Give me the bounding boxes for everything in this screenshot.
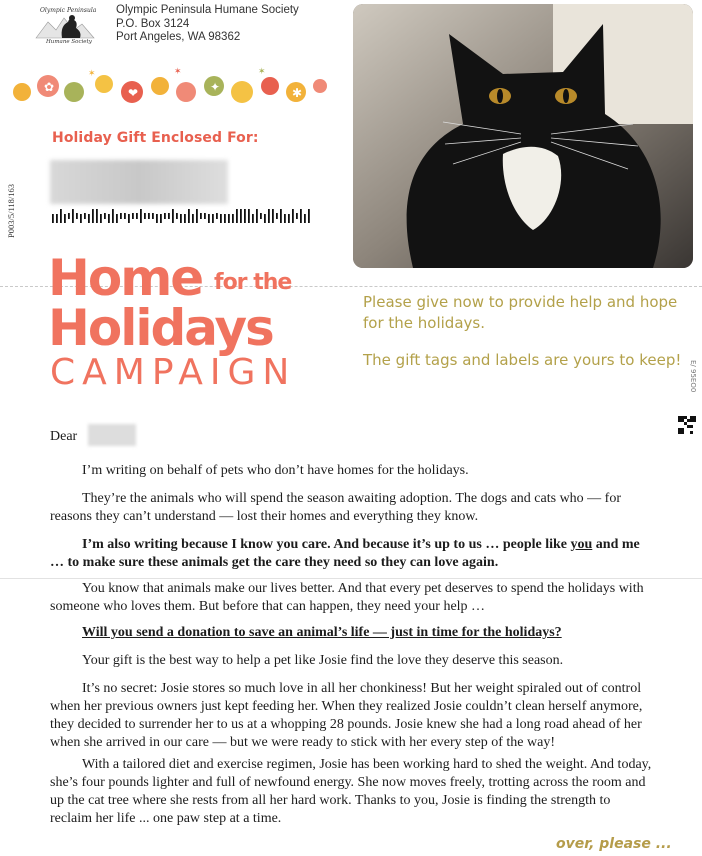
letter-paragraph-8: With a tailored diet and exercise regimen, Josie has been working hard to shed the weight. And today, she’s four pounds lighter and full of newfound energy. She now moves freely, trotting across the room and up the cat tree where she rests from all her hard work. Thanks to you, Josie is finding the strength to reclaim her life ... one paw step at a time. — [50, 757, 652, 826]
qr-code-icon — [678, 416, 696, 434]
org-logo — [28, 4, 110, 44]
svg-text:✦: ✦ — [210, 80, 221, 94]
cat-photo — [353, 4, 693, 268]
redacted-donor-name — [88, 424, 136, 446]
letter-paragraph-1: I’m writing on behalf of pets who don’t have homes for the holidays. — [82, 463, 469, 478]
campaign-title-home: Home — [48, 249, 203, 307]
svg-text:✿: ✿ — [44, 80, 55, 94]
gift-enclosed-label: Holiday Gift Enclosed For: — [52, 130, 259, 146]
letter-paragraph-2: They’re the animals who will spend the season awaiting adoption. The dogs and cats who — for reasons they can’t understand — lost their homes and everything they know. — [50, 491, 622, 524]
svg-text:✶: ✶ — [258, 67, 266, 77]
salutation: Dear — [50, 429, 78, 444]
side-code-right: E/ 95EO0 — [689, 360, 697, 393]
campaign-title-campaign: CAMPAIGN — [50, 352, 297, 393]
redacted-recipient — [50, 160, 228, 204]
postal-barcode — [52, 208, 314, 222]
logo-dog-cat-icon — [28, 4, 110, 44]
svg-text:❤: ❤ — [128, 86, 139, 100]
fold-line-2 — [0, 578, 702, 579]
ask-text-1: Please give now to provide help and hope for the holidays. — [363, 293, 678, 332]
donation-ask: Will you send a donation to save an animal’s life — just in time for the holidays? — [82, 625, 562, 640]
letter-paragraph-6: Your gift is the best way to help a pet like Josie find the love they deserve this season. — [82, 653, 564, 668]
letter-paragraph-7: It’s no secret: Josie stores so much love in all her chonkiness! But her weight spiraled out of control when her previous owners just kept feeding her. When they realized Josie couldn’t clean herself anymore, they decided to surrender her to us at a whopping 28 pounds. Josie knew she had a long road ahead of her when she arrived in our care — but we were ready to stick with her every step of the way! — [50, 681, 643, 750]
address-line-2: Port Angeles, WA 98362 — [116, 31, 241, 43]
org-name: Olympic Peninsula Humane Society — [116, 4, 299, 16]
svg-text:✱: ✱ — [292, 86, 303, 100]
svg-text:Humane Society: Humane Society — [46, 39, 92, 44]
svg-text:✶: ✶ — [88, 69, 96, 79]
letter-paragraph-3: I’m also writing because I know you care. And because it’s up to us … people like you and me … to make sure these animals get the care they need so they can love again. — [50, 537, 640, 570]
campaign-title-for-the: for the — [214, 270, 292, 295]
return-address — [116, 4, 299, 45]
mailing-code: P003/5/118/163 — [6, 184, 16, 238]
address-line-1: P.O. Box 3124 — [116, 17, 190, 30]
ornament-strip — [8, 62, 328, 112]
svg-text:✶: ✶ — [174, 67, 182, 77]
campaign-title-holidays: Holidays — [48, 299, 273, 357]
continue-note: over, please ... — [556, 836, 672, 852]
svg-text:Olympic Peninsula: Olympic Peninsula — [40, 7, 97, 14]
ask-text-2: The gift tags and labels are yours to keep! — [363, 351, 682, 369]
letter-paragraph-4: You know that animals make our lives better. And that every pet deserves to spend the holidays with someone who loves them. But before that can happen, they need your help … — [50, 581, 644, 614]
